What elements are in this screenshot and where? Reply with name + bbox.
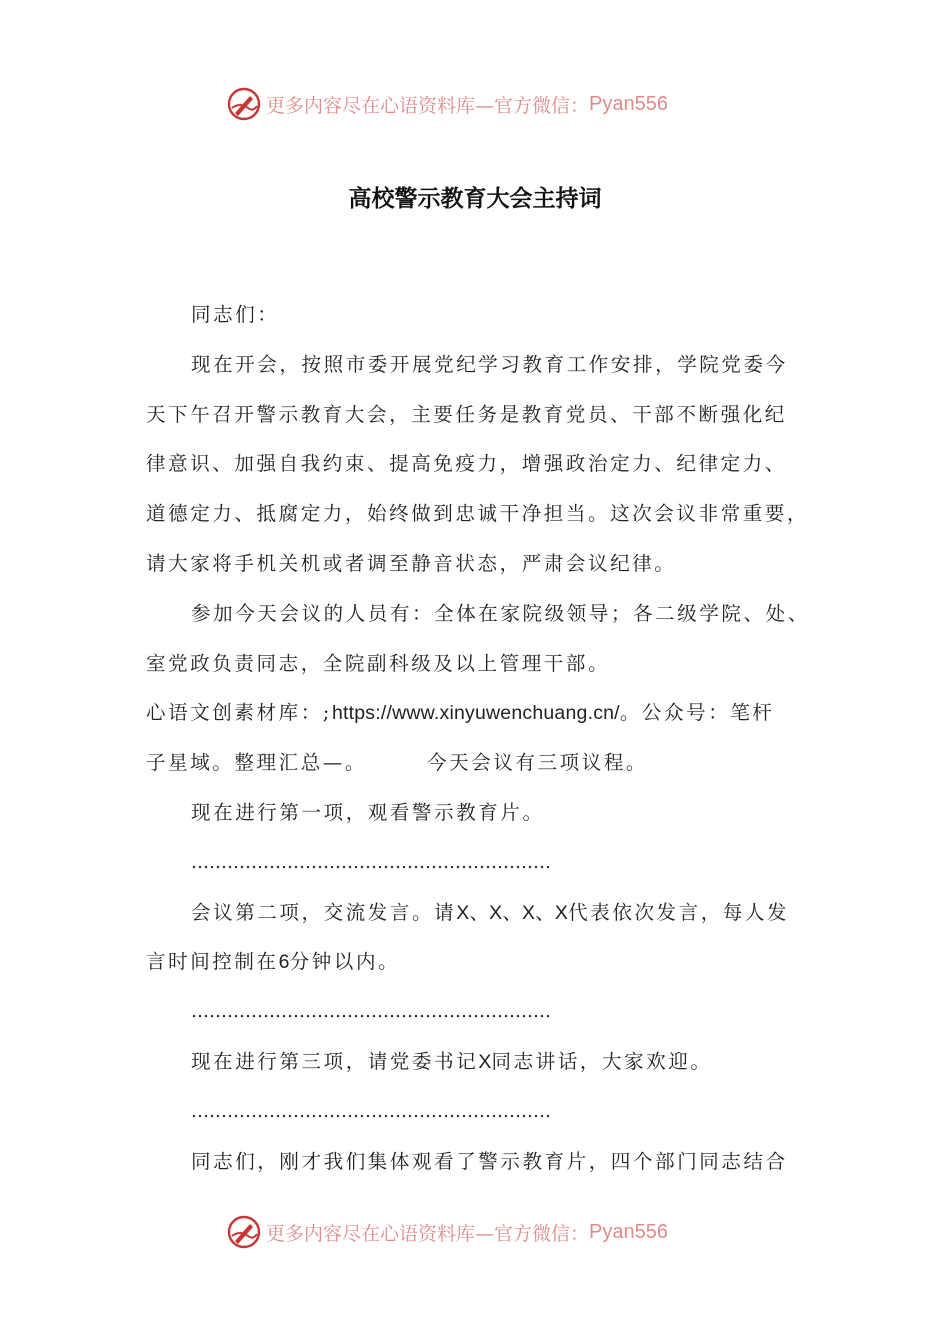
closing-line: 同志们，刚才我们集体观看了警示教育片，四个部门同志结合 [191, 1149, 788, 1173]
paragraph-line: 室党政负责同志，全院副科级及以上管理干部。 [146, 651, 611, 675]
watermark-handle: Pyan556 [589, 92, 668, 115]
agenda-item-1: 现在进行第一项，观看警示教育片。 [191, 800, 545, 824]
agenda-text: 代表依次发言，每人发 [568, 900, 790, 924]
ellipsis-divider: …………………………………………………… [191, 851, 551, 873]
document-body [146, 290, 826, 1186]
agenda-text: 同志讲话，大家欢迎。 [491, 1049, 713, 1073]
paragraph-line: 天下午召开警示教育大会，主要任务是教育党员、干部不断强化纪 [146, 402, 787, 426]
watermark-text: 更多内容尽在心语资料库—官方微信： [266, 1222, 590, 1245]
watermark-header [0, 84, 950, 124]
paragraph-line: 同志们： [191, 303, 280, 326]
source-url-link[interactable]: https://www.xinyuwenchuang.cn/ [331, 702, 620, 725]
agenda-number: 6 [278, 951, 290, 974]
agenda-item-3 [146, 1037, 826, 1087]
agenda-text: 现在进行第三项，请党委书记 [191, 1049, 479, 1073]
source-text: 子星域。整理汇总—。 [146, 751, 368, 775]
paragraph-line: 现在开会，按照市委开展党纪学习教育工作安排，学院党委今 [191, 352, 788, 376]
watermark-handle: Pyan556 [589, 1220, 668, 1243]
paragraph-line: 参加今天会议的人员有：全体在家院级领导；各二级学院、处、 [191, 601, 810, 625]
agenda-intro: 今天会议有三项议程。 [427, 751, 649, 775]
source-suffix: 。公众号：笔杆 [619, 701, 775, 725]
agenda-placeholder: X、X、X、X [456, 901, 569, 924]
paragraph-line: 请大家将手机关机或者调至静音状态，严肃会议纪律。 [146, 551, 677, 575]
ellipsis-divider: …………………………………………………… [191, 1100, 551, 1122]
paragraph-line: 道德定力、抵腐定力，始终做到忠诚干净担当。这次会议非常重要， [146, 502, 810, 526]
agenda-text: 言时间控制在 [146, 950, 279, 974]
agenda-text: 会议第二项，交流发言。请 [191, 900, 457, 924]
agenda-item-2 [146, 888, 826, 938]
watermark-footer [0, 1212, 950, 1252]
agenda-placeholder: X [478, 1050, 492, 1073]
watermark-text: 更多内容尽在心语资料库—官方微信： [266, 94, 590, 117]
source-line [146, 738, 826, 788]
agenda-item-2-cont [146, 937, 826, 987]
ellipsis-divider: …………………………………………………… [191, 1001, 551, 1023]
source-line [146, 688, 826, 738]
paragraph-line: 律意识、加强自我约束、提高免疫力，增强政治定力、纪律定力、 [146, 452, 787, 476]
agenda-text: 分钟以内。 [289, 950, 401, 974]
document-title: 高校警示教育大会主持词 [348, 185, 602, 212]
pen-logo-icon [226, 86, 262, 122]
pen-logo-icon [226, 1214, 262, 1250]
source-prefix: 心语文创素材库：; [146, 701, 332, 725]
